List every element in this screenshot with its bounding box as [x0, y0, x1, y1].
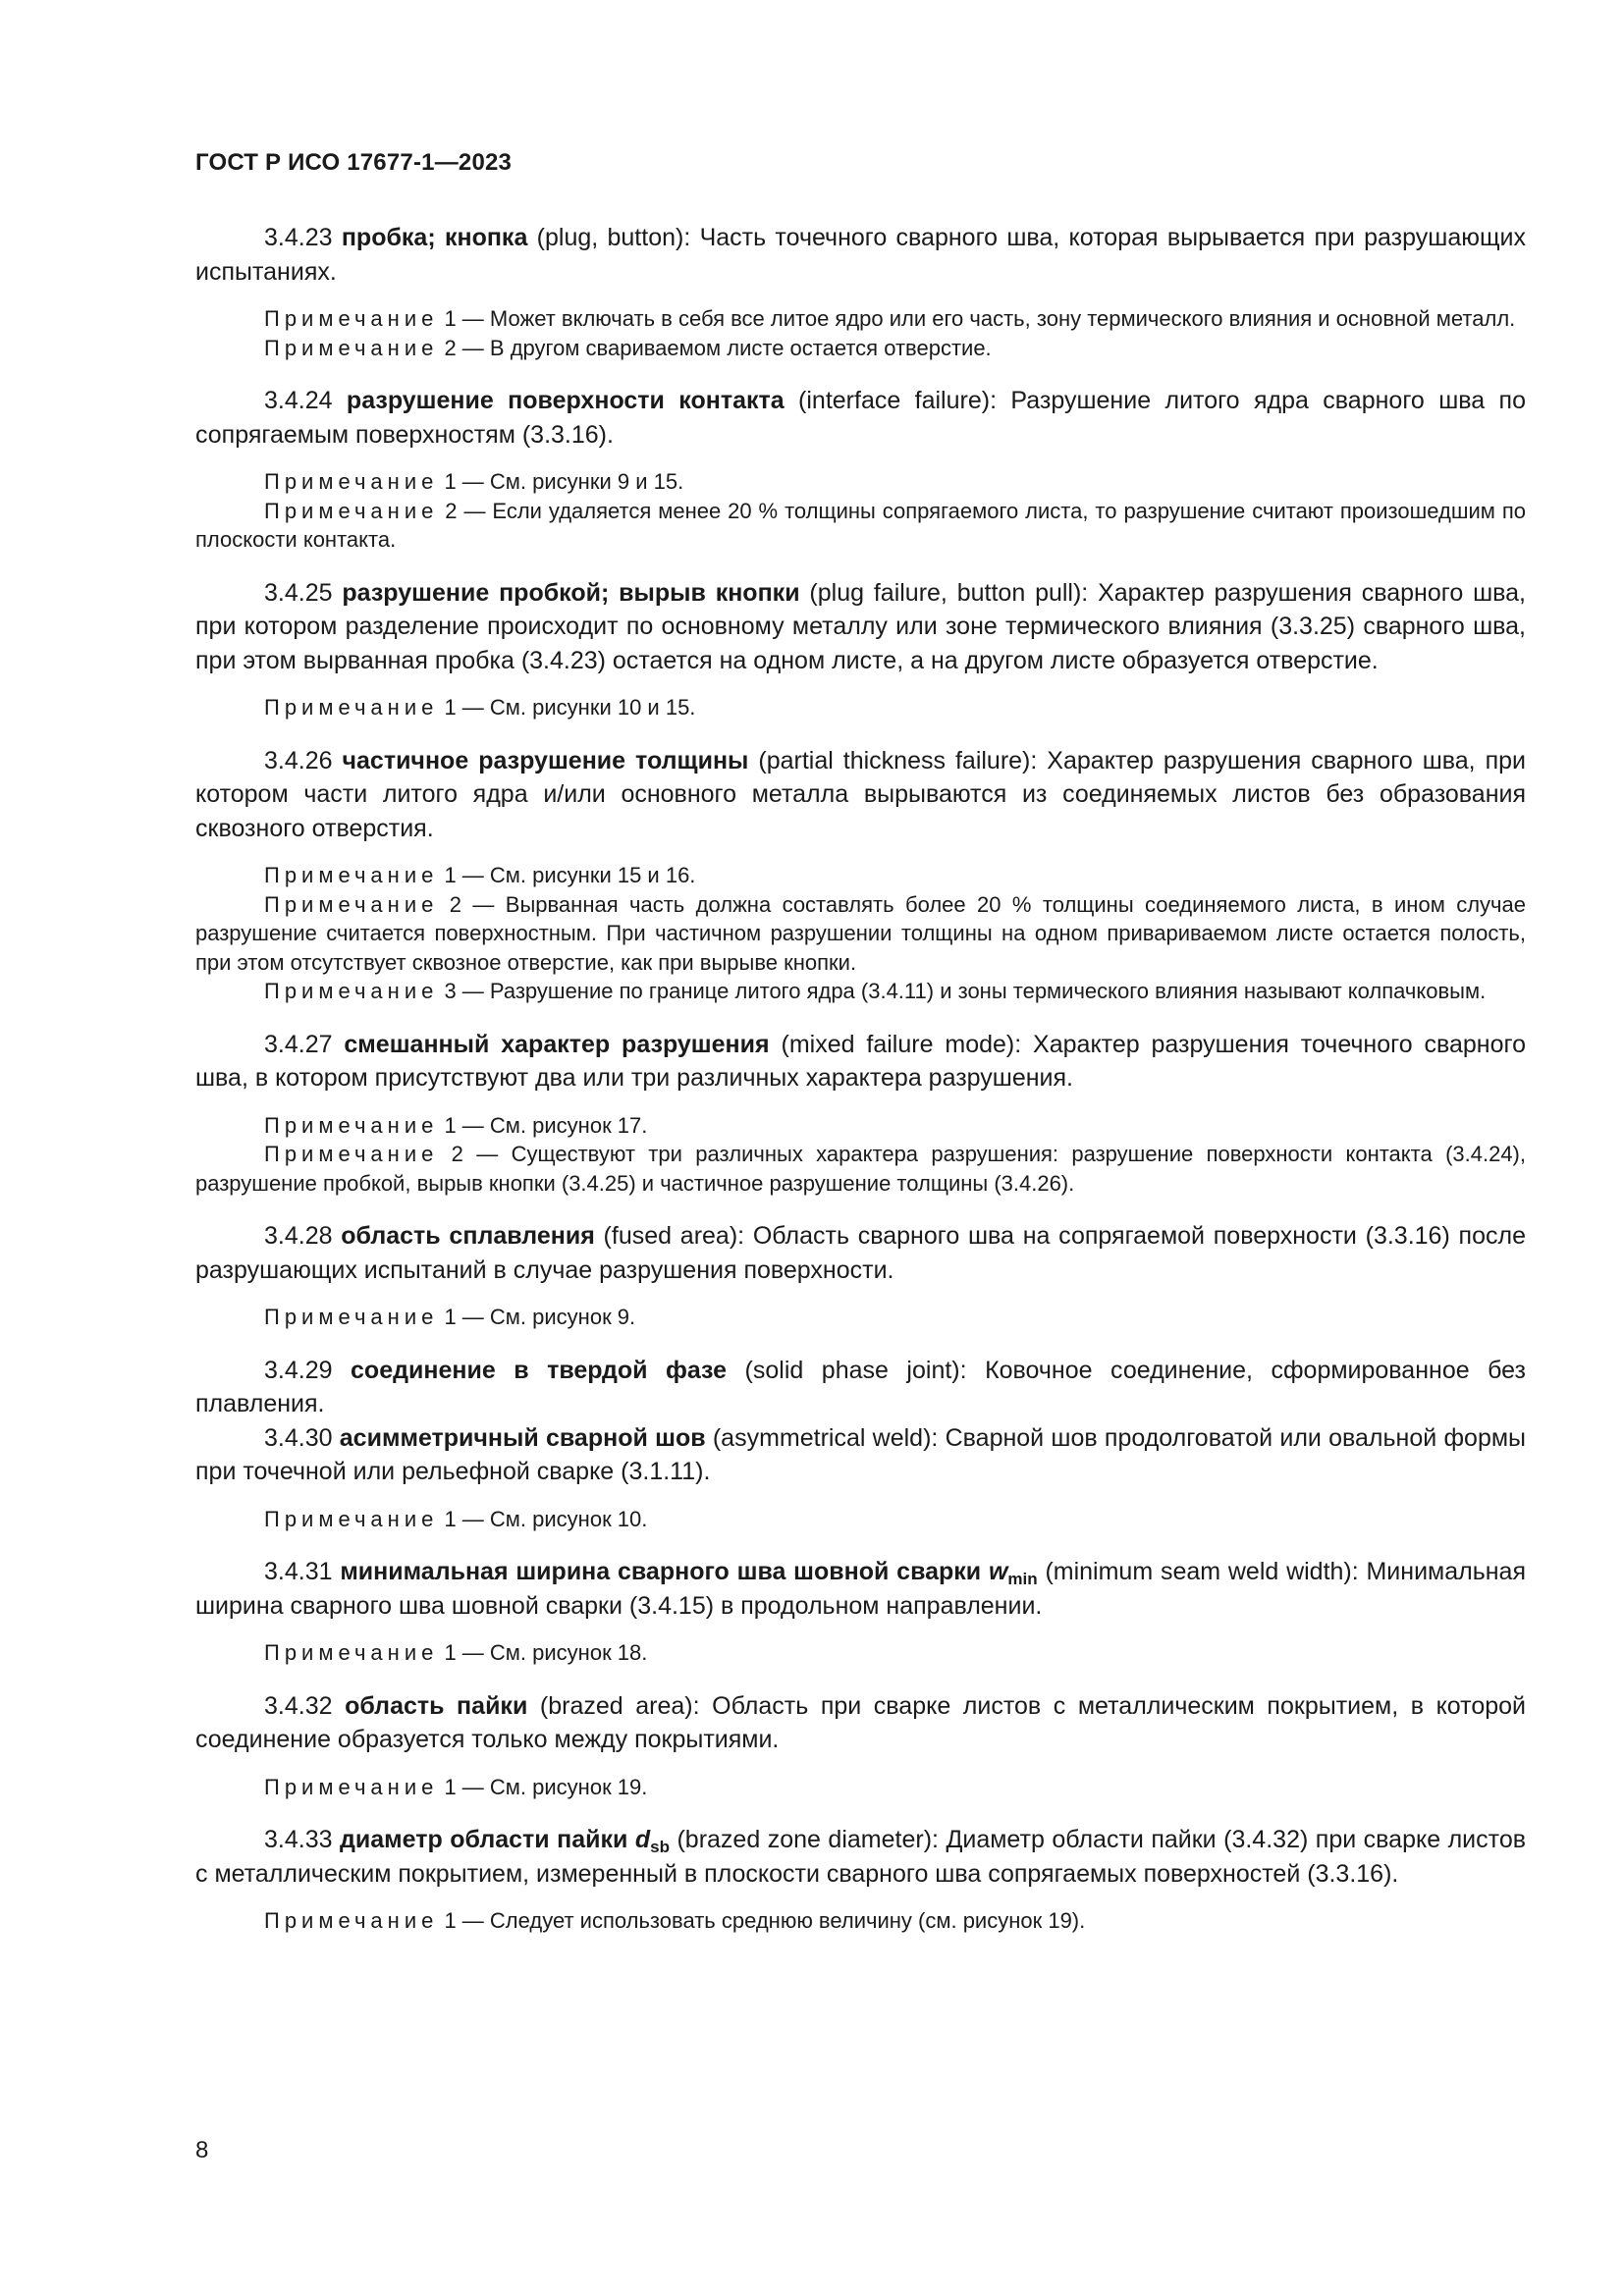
- term-entry: [195, 221, 1526, 289]
- term-definition: (solid phase joint): Ковочное соединение, сформированное без плавления.: [195, 1356, 1526, 1417]
- term-number: 3.4.26: [264, 746, 333, 774]
- note: [195, 1906, 1526, 1936]
- note-label: Примечание: [264, 469, 439, 494]
- term-definition: (brazed zone diameter): Диаметр области пайки (3.4.32) при сварке листов с металлическим покрытием, измеренный в плоскости сварного шва сопрягаемых поверхностей (3.3.16).: [195, 1826, 1526, 1888]
- note-text: 1 — См. рисунок 17.: [438, 1112, 648, 1138]
- note-text: 1 — См. рисунки 10 и 15.: [438, 695, 696, 720]
- note: [195, 693, 1526, 722]
- note-label: Примечание: [264, 1506, 439, 1531]
- term-number: 3.4.27: [264, 1030, 333, 1058]
- term-title: минимальная ширина сварного шва шовной сварки: [340, 1558, 982, 1585]
- term-symbol: d: [634, 1826, 651, 1853]
- term-number: 3.4.30: [264, 1423, 333, 1452]
- term-definition: (asymmetrical weld): Сварной шов продолговатой или овальной формы при точечной или рельефной сварке (3.1.11).: [195, 1423, 1527, 1485]
- term-entry: [195, 1421, 1526, 1489]
- term-entry: [195, 1555, 1526, 1623]
- document-header: ГОСТ Р ИСО 17677-1—2023: [195, 149, 513, 176]
- term-entry: [195, 1354, 1526, 1421]
- note-label: Примечание: [264, 1112, 439, 1138]
- term-symbol-subscript: min: [1007, 1570, 1038, 1588]
- term-definition: (minimum seam weld width): Минимальная ширина сварного шва шовной сварки (3.4.15) в продольном направлении.: [195, 1558, 1526, 1620]
- term-title: смешанный характер разрушения: [344, 1030, 770, 1058]
- notes-block: [195, 304, 1526, 362]
- term-entry: [195, 576, 1526, 678]
- note-text: 1 — См. рисунки 15 и 16.: [438, 863, 696, 887]
- term-title: разрушение поверхности контакта: [346, 387, 785, 414]
- note-label: Примечание: [264, 335, 439, 360]
- note-text: 2 — Существуют три различных характера разрушения: разрушение поверхности контакта (3.4.24), разрушение пробкой, вырыв кнопки (3.4.25) и частичное разрушение толщины (3.4.26).: [195, 1142, 1526, 1196]
- note-text: 1 — См. рисунок 9.: [438, 1305, 636, 1329]
- note-label: Примечание: [264, 695, 439, 720]
- term-definition: (brazed area): Область при сварке листов с металлическим покрытием, в которой соединение образуется только между покрытиями.: [195, 1691, 1526, 1753]
- note-label: Примечание: [264, 1774, 439, 1799]
- note-text: 2 — Если удаляется менее 20 % толщины сопрягаемого листа, то разрушение считают произошедшим по плоскости контакта.: [195, 498, 1526, 552]
- term-definition: (partial thickness failure): Характер разрушения сварного шва, при котором части литого ядра и/или основного металла вырываются из соединяемых листов без образования сквозного отверстия.: [195, 746, 1526, 842]
- terms-section: [195, 221, 1526, 1957]
- notes-block: [195, 1638, 1526, 1668]
- term-title: частичное разрушение толщины: [342, 746, 749, 774]
- notes-block: [195, 467, 1526, 555]
- term-title: область сплавления: [341, 1222, 595, 1250]
- term-entry: [195, 1823, 1526, 1891]
- term-definition: (plug failure, button pull): Характер разрушения сварного шва, при котором разделение происходит по основному металлу или зоне термического влияния (3.3.25) сварного шва, при этом вырванная пробка (3.4.23) остается на одном листе, а на другом листе образуется отверстие.: [195, 578, 1526, 674]
- term-title: пробка; кнопка: [341, 224, 528, 251]
- note: [195, 334, 1526, 363]
- note: [195, 890, 1526, 978]
- term-number: 3.4.32: [264, 1691, 333, 1720]
- note: [195, 977, 1526, 1006]
- term-number: 3.4.33: [264, 1826, 333, 1853]
- note-text: 1 — Может включать в себя все литое ядро или его часть, зону термического влияния и основной металл.: [438, 306, 1516, 331]
- term-title: диаметр области пайки: [340, 1826, 628, 1853]
- term-entry: [195, 1028, 1526, 1095]
- term-title: область пайки: [345, 1691, 528, 1720]
- term-definition: (plug, button): Часть точечного сварного шва, которая вырывается при разрушающих испытаниях.: [195, 224, 1527, 286]
- term-number: 3.4.28: [264, 1222, 333, 1250]
- term-entry: [195, 1219, 1526, 1287]
- note: [195, 1638, 1526, 1668]
- term-title: соединение в твердой фазе: [351, 1356, 728, 1384]
- note: [195, 1140, 1526, 1198]
- note-text: 1 — См. рисунок 18.: [438, 1640, 648, 1665]
- note-label: Примечание: [264, 1908, 439, 1933]
- note: [195, 304, 1526, 334]
- note-text: 2 — В другом свариваемом листе остается отверстие.: [438, 335, 992, 360]
- note-label: Примечание: [264, 1142, 439, 1166]
- note: [195, 861, 1526, 890]
- note: [195, 1505, 1526, 1534]
- notes-block: [195, 1773, 1526, 1802]
- term-number: 3.4.29: [264, 1356, 333, 1384]
- term-definition: (mixed failure mode): Характер разрушения точечного сварного шва, в котором присутствуют два или три различных характера разрушения.: [195, 1030, 1526, 1092]
- note-label: Примечание: [264, 891, 439, 917]
- term-entry: [195, 384, 1526, 452]
- note-text: 1 — См. рисунок 10.: [438, 1506, 648, 1531]
- term-symbol: w: [988, 1558, 1008, 1585]
- term-title: разрушение пробкой; вырыв кнопки: [342, 578, 800, 607]
- notes-block: [195, 1505, 1526, 1534]
- notes-block: [195, 693, 1526, 722]
- note-text: 1 — См. рисунок 19.: [438, 1774, 648, 1799]
- notes-block: [195, 1906, 1526, 1936]
- note-text: 2 — Вырванная часть должна составлять более 20 % толщины соединяемого листа, в ином случае разрушение считается поверхностным. При частичном разрушении толщины на одном привариваемом листе остается полость, при этом отсутствует сквозное отверстие, как при вырыве кнопки.: [195, 891, 1526, 975]
- note: [195, 497, 1526, 555]
- note-label: Примечание: [264, 979, 439, 1003]
- notes-block: [195, 1303, 1526, 1332]
- page-number: 8: [195, 2137, 209, 2163]
- note-label: Примечание: [264, 863, 439, 887]
- note-text: 1 — См. рисунки 9 и 15.: [438, 469, 684, 494]
- term-entry: [195, 744, 1526, 846]
- note-label: Примечание: [264, 306, 439, 331]
- note-text: 3 — Разрушение по границе литого ядра (3.4.11) и зоны термического влияния называют колпачковым.: [438, 979, 1487, 1003]
- note: [195, 1303, 1526, 1332]
- term-symbol-subscript: sb: [650, 1838, 670, 1856]
- note-label: Примечание: [264, 1640, 439, 1665]
- term-title: асимметричный сварной шов: [339, 1423, 706, 1452]
- notes-block: [195, 1111, 1526, 1199]
- note-label: Примечание: [264, 498, 439, 523]
- term-number: 3.4.23: [264, 224, 333, 251]
- term-entry: [195, 1689, 1526, 1757]
- note: [195, 467, 1526, 497]
- term-definition: (fused area): Область сварного шва на сопрягаемой поверхности (3.3.16) после разрушающих испытаний в случае разрушения поверхности.: [195, 1222, 1526, 1284]
- note-text: 1 — Следует использовать среднюю величину (см. рисунок 19).: [438, 1908, 1086, 1933]
- term-number: 3.4.24: [264, 387, 333, 414]
- term-number: 3.4.25: [264, 578, 333, 607]
- note-label: Примечание: [264, 1305, 439, 1329]
- note: [195, 1111, 1526, 1141]
- notes-block: [195, 861, 1526, 1006]
- note: [195, 1773, 1526, 1802]
- term-definition: (interface failure): Разрушение литого ядра сварного шва по сопрягаемым поверхностям (3.3.16).: [195, 387, 1526, 449]
- term-number: 3.4.31: [264, 1558, 333, 1585]
